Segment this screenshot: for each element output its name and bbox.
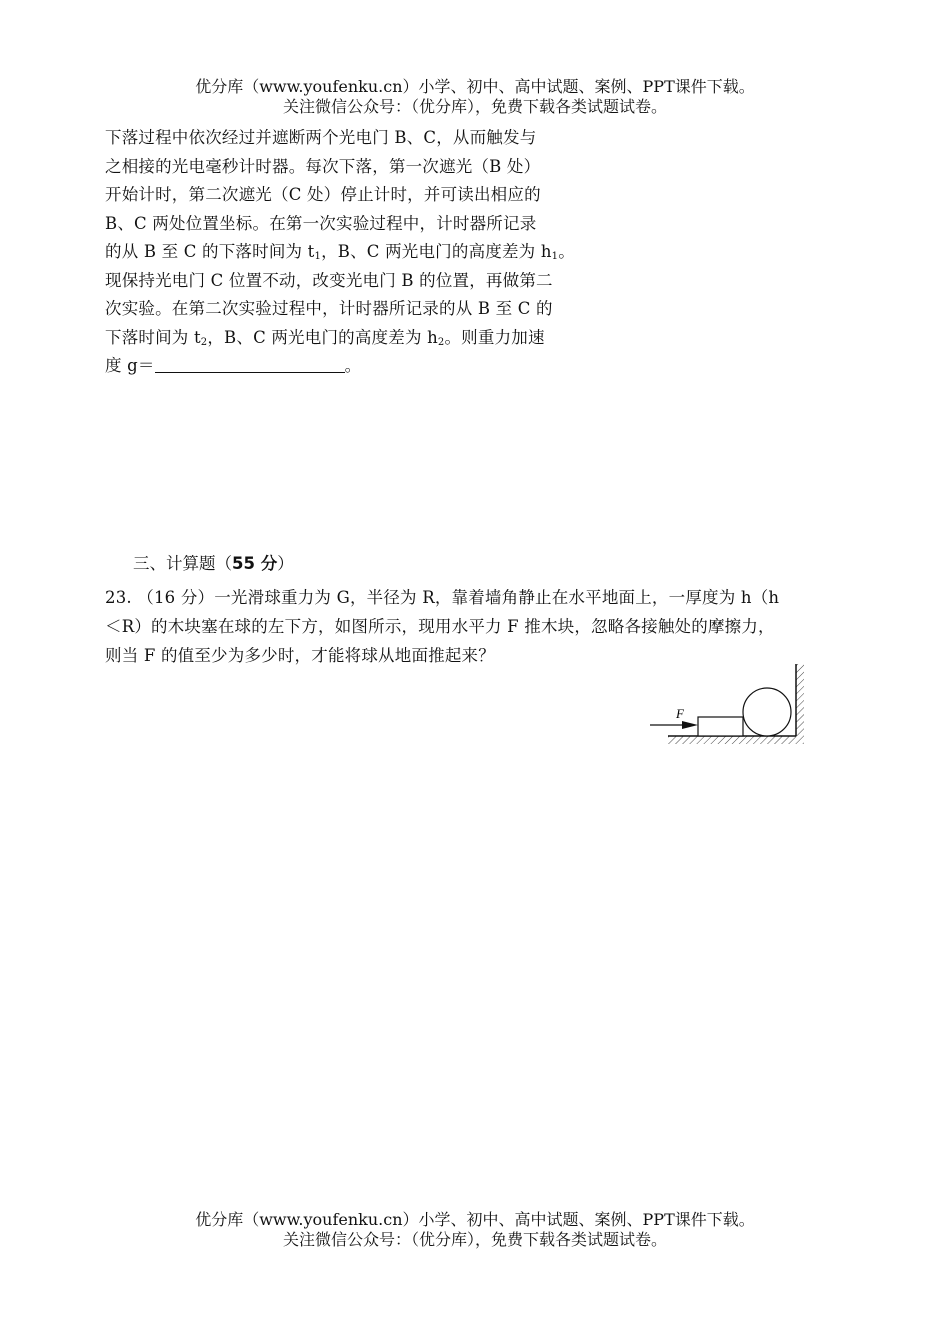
force-arrow-head [682, 721, 698, 729]
header-line-2: 关注微信公众号：（优分库），免费下载各类试题试卷。 [282, 97, 667, 116]
text-fragment: 度 g＝ [105, 356, 155, 375]
subscript: 1 [314, 251, 322, 262]
text-fragment: 。则重力加速 [444, 328, 545, 347]
force-label: F [676, 706, 684, 721]
text-fragment: 下落时间为 t [105, 328, 201, 347]
wall-hatching [796, 664, 804, 744]
wooden-block [698, 717, 743, 736]
text-fragment: 。 [558, 242, 575, 261]
ball-wall-block-figure [646, 660, 811, 750]
text-fragment: 。 [344, 356, 362, 375]
text-fragment: ） [277, 554, 294, 573]
text-fragment: 的从 B 至 C 的下落时间为 t [105, 242, 315, 261]
ground-hatching [668, 736, 796, 744]
header-line-1: 优分库（www.youfenku.cn）小学、初中、高中试题、案例、PPT课件下载。 [195, 77, 755, 96]
subscript: 2 [437, 337, 445, 348]
footer-line-1: 优分库（www.youfenku.cn）小学、初中、高中试题、案例、PPT课件下载。 [195, 1210, 755, 1229]
paragraph-line [105, 242, 575, 267]
paragraph-line [105, 356, 361, 376]
section-score: 55 分 [232, 554, 278, 573]
ball [743, 688, 791, 736]
question-line: 则当 F 的值至少为多少时，才能将球从地面推起来？ [105, 646, 495, 665]
text-fragment: ，B、C 两光电门的高度差为 h [207, 328, 438, 347]
subscript: 2 [200, 337, 208, 348]
answer-blank[interactable] [155, 358, 345, 373]
text-fragment: 三、计算题（ [133, 554, 232, 573]
subscript: 1 [551, 251, 559, 262]
paragraph-line: 之相接的光电毫秒计时器。每次下落，第一次遮光（B 处） [105, 157, 541, 176]
question-line: 23. （16 分）一光滑球重力为 G，半径为 R，靠着墙角静止在水平地面上，一厚度为 h（h [105, 588, 780, 607]
paragraph-line: B、C 两处位置坐标。在第一次实验过程中，计时器所记录 [105, 214, 537, 233]
section-title [133, 554, 294, 574]
text-fragment: ，B、C 两光电门的高度差为 h [321, 242, 552, 261]
question-line: ＜R）的木块塞在球的左下方，如图所示，现用水平力 F 推木块，忽略各接触处的摩擦力， [105, 617, 775, 636]
footer-line-2: 关注微信公众号：（优分库），免费下载各类试题试卷。 [282, 1230, 667, 1249]
paragraph-line: 次实验。在第二次实验过程中，计时器所记录的从 B 至 C 的 [105, 299, 553, 318]
paragraph-line [105, 328, 545, 353]
paragraph-line: 下落过程中依次经过并遮断两个光电门 B、C，从而触发与 [105, 128, 537, 147]
paragraph-line: 现保持光电门 C 位置不动，改变光电门 B 的位置，再做第二 [105, 271, 553, 290]
paragraph-line: 开始计时，第二次遮光（C 处）停止计时，并可读出相应的 [105, 185, 541, 204]
